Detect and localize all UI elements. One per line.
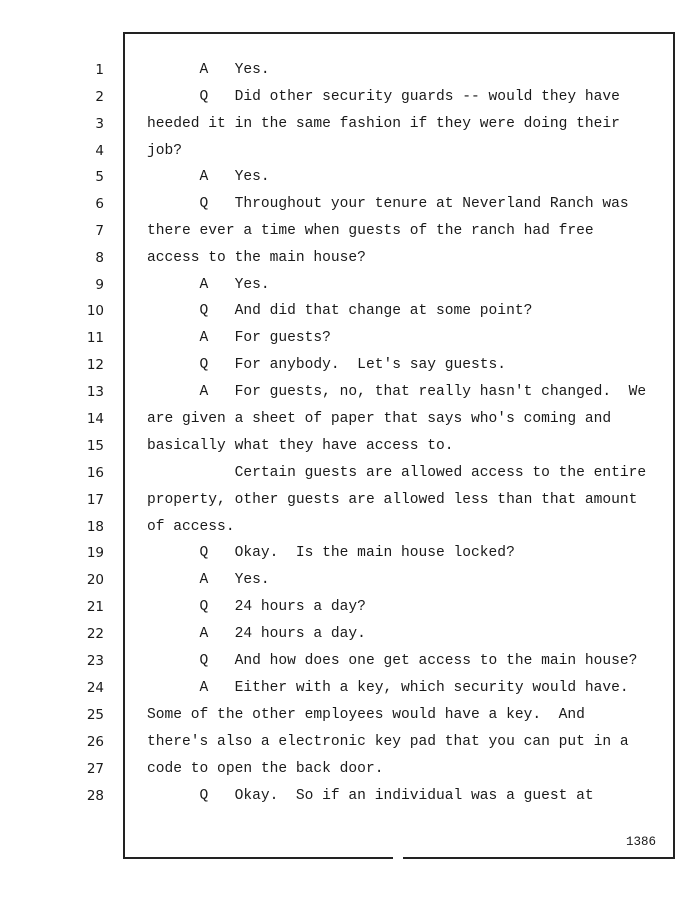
line-text: of access. [147,519,235,535]
line-number: 25 [86,707,104,723]
transcript-line [0,460,700,487]
line-number: 4 [95,143,104,159]
line-number: 9 [95,277,104,293]
line-text: A Yes. [147,169,270,185]
transcript-line [0,540,700,567]
transcript-line [0,729,700,756]
transcript-line [0,594,700,621]
line-number: 28 [86,788,104,804]
line-number: 17 [86,492,104,508]
line-number: 1 [95,62,104,78]
transcript-line [0,702,700,729]
line-number: 13 [86,384,104,400]
transcript-line [0,111,700,138]
line-text: A For guests, no, that really hasn't changed. We [147,384,647,400]
line-text: Certain guests are allowed access to the entire [147,465,647,481]
transcript-line [0,433,700,460]
transcript-line [0,406,700,433]
line-text: are given a sheet of paper that says who's coming and [147,411,612,427]
bottom-rule-left [123,857,393,859]
line-number: 18 [86,519,104,535]
line-number: 20 [86,572,104,588]
line-text: code to open the back door. [147,761,384,777]
line-number: 5 [95,169,104,185]
transcript-line [0,487,700,514]
line-text: A Yes. [147,572,270,588]
line-text: A Yes. [147,62,270,78]
line-text: A 24 hours a day. [147,626,366,642]
line-text: Q And did that change at some point? [147,303,533,319]
transcript-line [0,756,700,783]
transcript-line [0,648,700,675]
transcript-line [0,164,700,191]
line-text: Q Did other security guards -- would they have [147,89,620,105]
line-number: 12 [86,357,104,373]
line-text: access to the main house? [147,250,366,266]
line-number: 22 [86,626,104,642]
line-text: Q Okay. Is the main house locked? [147,545,515,561]
transcript-line [0,352,700,379]
transcript-line [0,514,700,541]
line-number: 19 [86,545,104,561]
line-text: heeded it in the same fashion if they were doing their [147,116,620,132]
line-text: Q For anybody. Let's say guests. [147,357,507,373]
transcript-line [0,84,700,111]
transcript-line [0,218,700,245]
line-number: 10 [86,303,104,319]
transcript-line [0,325,700,352]
bottom-rule-right [403,857,675,859]
page-number: 1386 [625,835,656,849]
line-number: 21 [86,599,104,615]
line-number: 2 [95,89,104,105]
line-text: property, other guests are allowed less than that amount [147,492,638,508]
line-number: 3 [95,116,104,132]
transcript-line [0,191,700,218]
line-text: there's also a electronic key pad that you can put in a [147,734,629,750]
line-number: 11 [86,330,104,346]
transcript-line [0,298,700,325]
transcript-line [0,567,700,594]
line-number: 26 [86,734,104,750]
line-number: 24 [86,680,104,696]
line-number: 6 [95,196,104,212]
transcript-line [0,675,700,702]
line-text: A Yes. [147,277,270,293]
line-text: job? [147,143,183,159]
line-text: Q 24 hours a day? [147,599,366,615]
line-text: A For guests? [147,330,331,346]
line-text: Q And how does one get access to the main house? [147,653,638,669]
line-text: Some of the other employees would have a key. And [147,707,585,723]
transcript-line [0,379,700,406]
transcript-line [0,245,700,272]
line-number: 15 [86,438,104,454]
line-text: basically what they have access to. [147,438,454,454]
transcript-line [0,621,700,648]
transcript-line [0,138,700,165]
line-text: Q Throughout your tenure at Neverland Ranch was [147,196,629,212]
line-number: 23 [86,653,104,669]
line-number: 27 [86,761,104,777]
transcript-line [0,57,700,84]
line-text: there ever a time when guests of the ranch had free [147,223,594,239]
line-number: 8 [95,250,104,266]
transcript-line [0,783,700,810]
line-number: 14 [86,411,104,427]
line-text: Q Okay. So if an individual was a guest at [147,788,594,804]
line-number: 16 [86,465,104,481]
line-number: 7 [95,223,104,239]
line-text: A Either with a key, which security would have. [147,680,629,696]
transcript-line [0,272,700,299]
